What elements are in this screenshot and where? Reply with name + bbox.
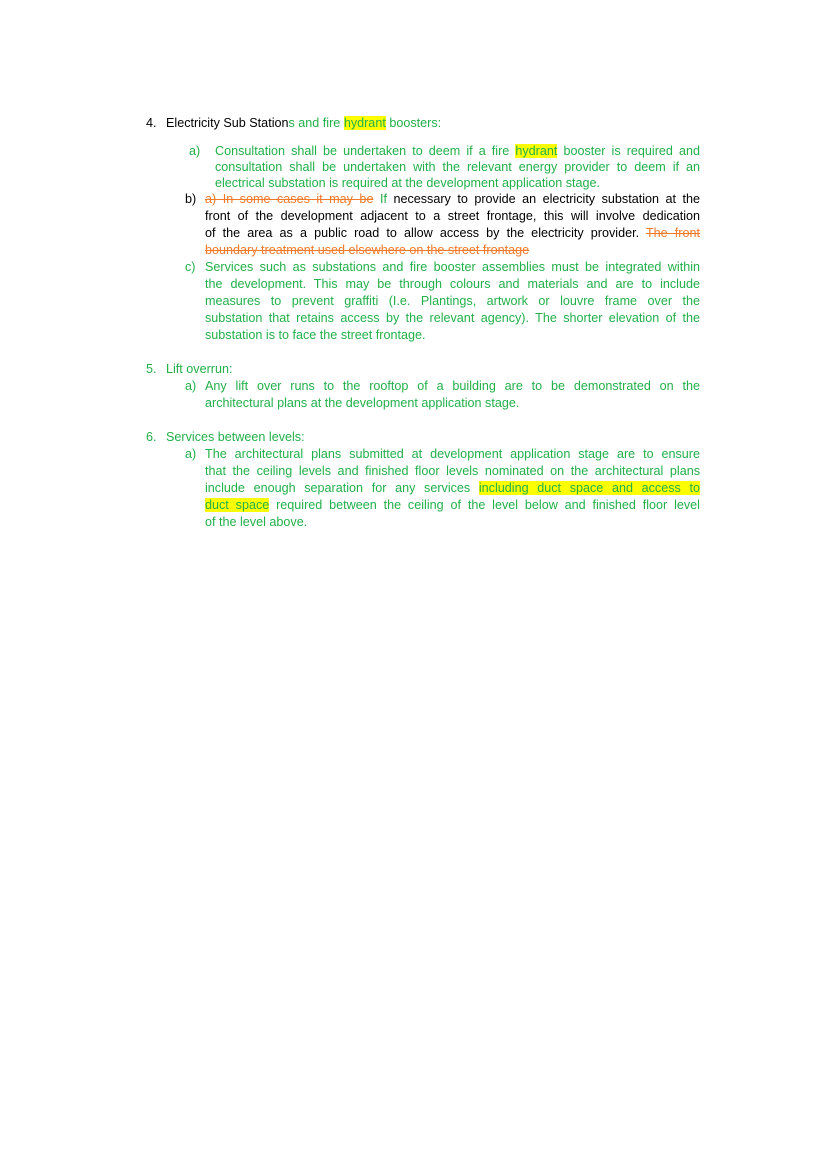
item-6a-marker: a) [185, 447, 197, 461]
item-4b-marker: b) [185, 192, 197, 206]
section-5-heading: Lift overrun: [166, 362, 233, 376]
item-4b-line-3: of the area as a public road to allow access by the electricity provider. The front [205, 226, 700, 240]
item-4c-marker: c) [185, 260, 196, 274]
item-4c-line-3: measures to prevent graffiti (I.e. Plantings, artwork or louvre frame over the [205, 294, 700, 308]
item-4c-line-2: the development. This may be through colours and materials and are to include [205, 277, 700, 291]
section-6-heading: Services between levels: [166, 430, 305, 444]
item-4a-marker: a) [189, 144, 201, 158]
item-6a-line-4: duct space required between the ceiling of the level below and finished floor level [205, 498, 700, 512]
item-4c-line-4: substation that retains access by the relevant agency). The shorter elevation of the [205, 311, 700, 325]
item-6a-line-1: The architectural plans submitted at development application stage are to ensure [205, 447, 700, 461]
item-4a-line-3: electrical substation is required at the development application stage. [215, 176, 601, 190]
item-4c-line-5: substation is to face the street frontage. [205, 328, 426, 342]
item-4b-line-4: boundary treatment used elsewhere on the street frontage [205, 243, 530, 257]
section-4-number: 4. [146, 116, 157, 130]
item-5a-line-1: Any lift over runs to the rooftop of a building are to be demonstrated on the [205, 379, 700, 393]
section-4-heading: Electricity Sub Stations and fire hydrant boosters: [166, 116, 442, 130]
item-5a-marker: a) [185, 379, 197, 393]
item-4a-line-1: Consultation shall be undertaken to deem if a fire hydrant booster is required and [215, 144, 700, 158]
item-4b-line-1: a) In some cases it may be If necessary to provide an electricity substation at the [205, 192, 701, 206]
item-4a-line-2: consultation shall be undertaken with the relevant energy provider to deem if an [215, 160, 700, 174]
item-6a-line-5: of the level above. [205, 515, 308, 529]
item-4b-line-2: front of the development adjacent to a street frontage, this will involve dedication [205, 209, 700, 223]
item-6a-line-2: that the ceiling levels and finished floor levels nominated on the architectural plans [205, 464, 700, 478]
item-6a-line-3: include enough separation for any services including duct space and access to [205, 481, 700, 495]
item-4c-line-1: Services such as substations and fire booster assemblies must be integrated within [205, 260, 700, 274]
section-5-number: 5. [146, 362, 157, 376]
section-6-number: 6. [146, 430, 157, 444]
item-5a-line-2: architectural plans at the development application stage. [205, 396, 520, 410]
